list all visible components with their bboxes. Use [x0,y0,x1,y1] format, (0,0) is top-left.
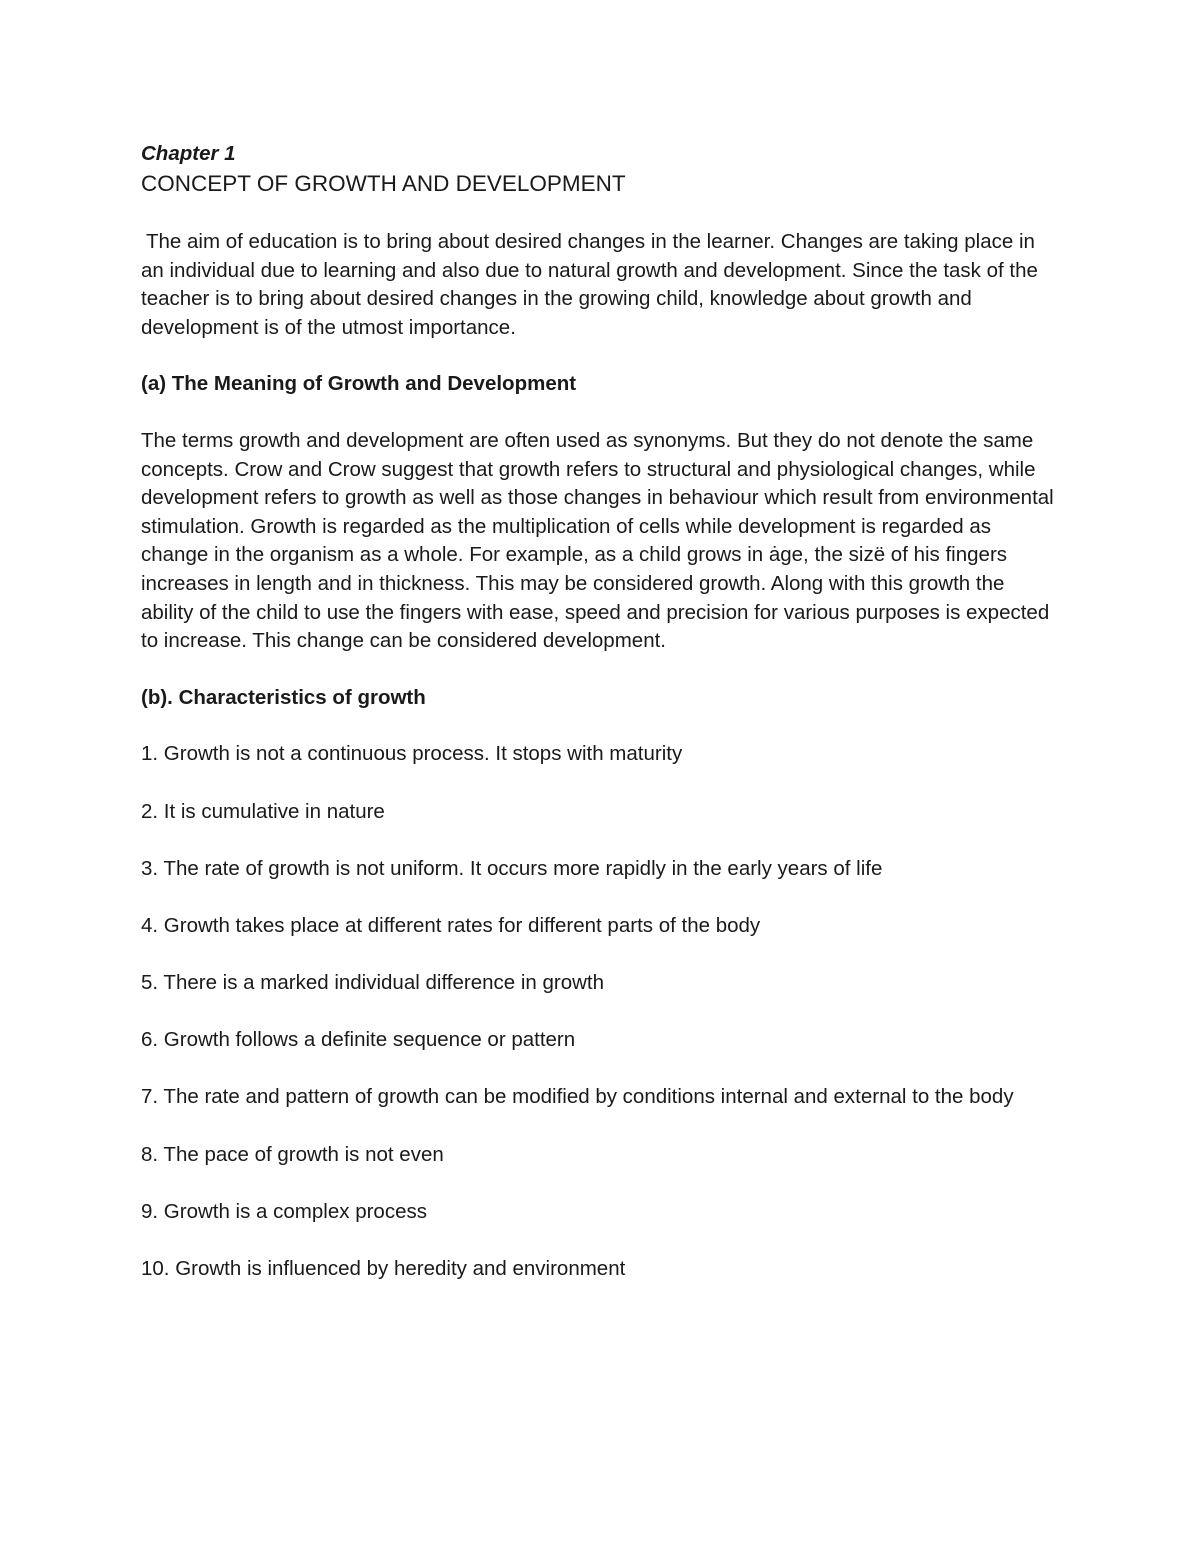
list-item: 1. Growth is not a continuous process. It stops with maturity [141,742,683,766]
list-item: 8. The pace of growth is not even [141,1142,444,1166]
section-a-heading: (a) The Meaning of Growth and Development [141,372,577,396]
characteristics-list [141,740,1061,1283]
list-item: 2. It is cumulative in nature [141,799,385,823]
section-a-paragraph: The terms growth and development are often used as synonyms. But they do not denote the same concepts. Crow and Crow suggest that growth refers to structural and physiological changes, while development refers to growth as well as those changes in behaviour which result from environmental stimulation. Growth is regarded as the multiplication of cells while development is regarded as change in the organism as a whole. For example, as a child grows in ȧge, the sizë of his fingers increases in length and in thickness. This may be considered growth. Along with this growth the ability of the child to use the fingers with ease, speed and precision for various purposes is expected to increase. This change can be considered development. [141,428,1054,653]
list-item: 5. There is a marked individual difference in growth [141,971,605,995]
list-item: 6. Growth follows a definite sequence or pattern [141,1028,576,1052]
section-b-heading: (b). Characteristics of growth [141,685,426,709]
chapter-label: Chapter 1 [141,142,236,165]
list-item: 7. The rate and pattern of growth can be modified by conditions internal and external to the body [141,1085,1014,1109]
list-item: 3. The rate of growth is not uniform. It occurs more rapidly in the early years of life [141,856,883,880]
document-content [141,140,1061,1312]
list-item: 4. Growth takes place at different rates for different parts of the body [141,913,761,937]
list-item: 9. Growth is a complex process [141,1199,427,1223]
intro-paragraph: The aim of education is to bring about desired changes in the learner. Changes are taking place in an individual due to learning and also due to natural growth and development. Since the task of the teacher is to bring about desired changes in the growing child, knowledge about growth and development is of the utmost importance. [141,230,1038,339]
chapter-title: CONCEPT OF GROWTH AND DEVELOPMENT [141,171,626,196]
list-item: 10. Growth is influenced by heredity and environment [141,1257,626,1280]
